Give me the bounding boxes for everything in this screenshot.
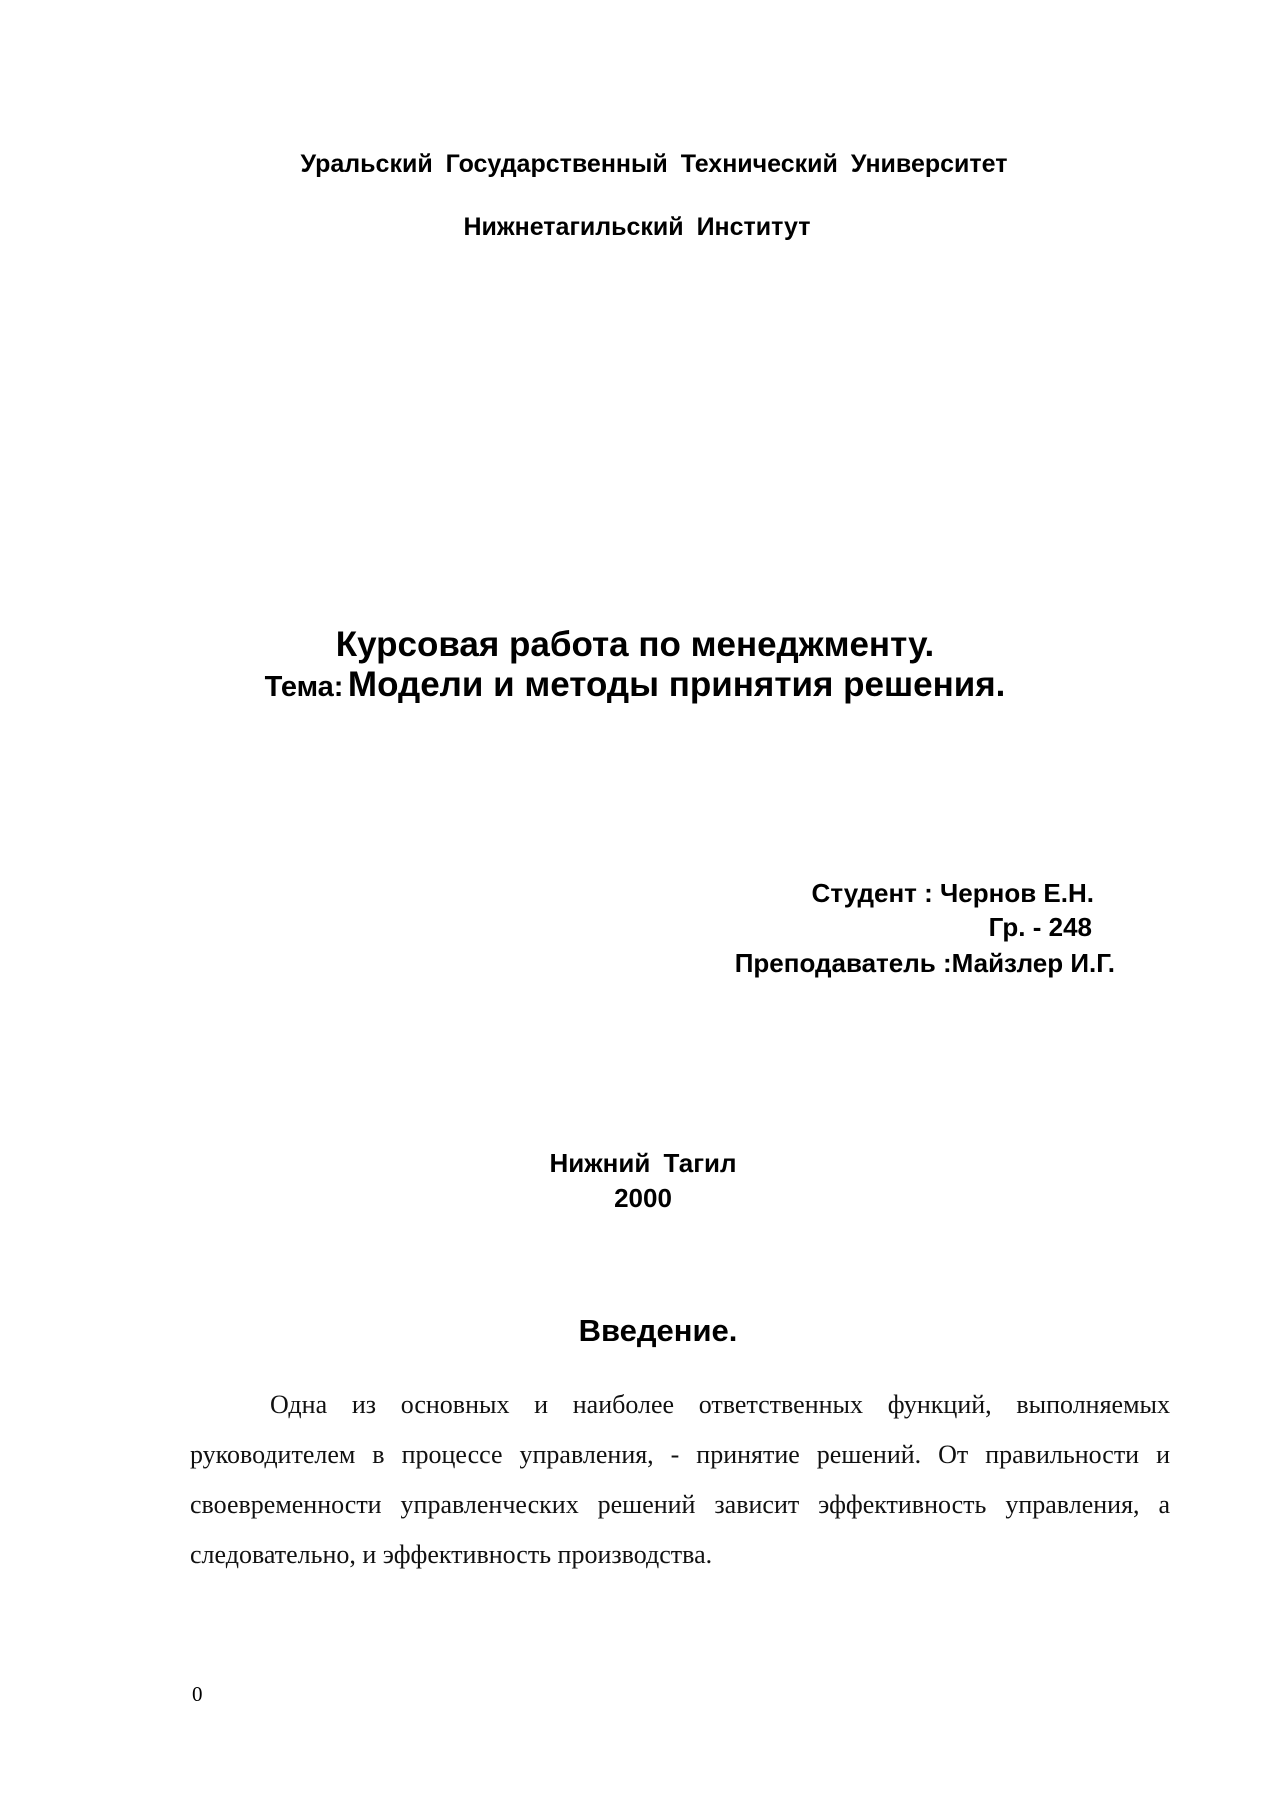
group-number: Гр. - 248: [988, 912, 1092, 942]
course-title: Курсовая работа по менеджменту.: [335, 625, 935, 664]
university-name: Уральский Государственный Технический Университет: [300, 150, 1008, 178]
student-name: Студент : Чернов Е.Н.: [811, 878, 1094, 908]
introduction-heading: Введение.: [578, 1313, 738, 1348]
institute-name: Нижнетагильский Институт: [463, 213, 811, 241]
topic-line: [0, 665, 1275, 705]
introduction-paragraph: Одна из основных и наиболее ответственных функций, выполняемых руководителем в процессе управления, - принятие решений. От правильности и своевременности управленческих решений зависит эффективность управления, а следовательно, и эффективность производства.: [190, 1390, 1170, 1569]
year: 2000: [614, 1183, 672, 1213]
topic-label: Тема:: [264, 671, 344, 703]
city: Нижний Тагил: [549, 1148, 737, 1178]
topic-text: Модели и методы принятия решения.: [347, 665, 1006, 704]
page-number: 0: [192, 1682, 203, 1706]
teacher-name: Преподаватель :Майзлер И.Г.: [734, 948, 1115, 978]
